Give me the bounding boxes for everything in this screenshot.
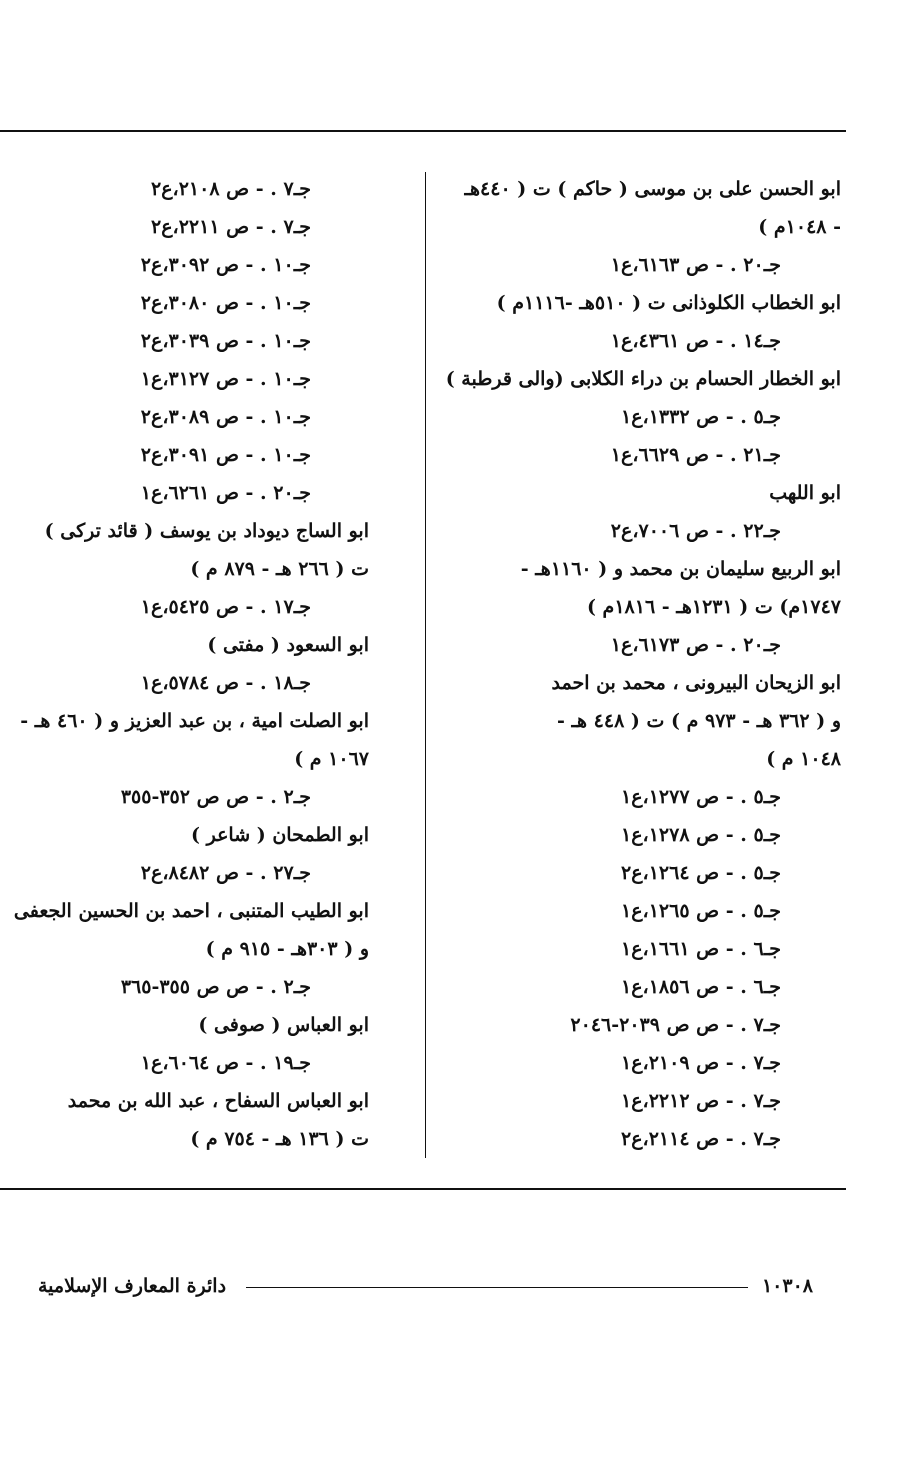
page-number: ١٠٣٠٨ [761,1275,813,1297]
volume-reference: جـ٧ . - ص ٢٢١٢،ع١ [621,1090,781,1112]
volume-reference: جـ١٩ . - ص ٦٠٦٤،ع١ [140,1052,311,1074]
entry-heading: ابو الحسن على بن موسى ( حاكم ) ت ( ٤٤٠هـ [464,178,841,200]
page-footer [0,1266,921,1306]
volume-reference: جـ٦ . - ص ١٦٦١،ع١ [621,938,781,960]
volume-reference: جـ٦ . - ص ١٨٥٦،ع١ [621,976,781,998]
entry-heading: ١٧٤٧م) ت ( ١٢٣١هـ - ١٨١٦م ) [586,596,841,618]
entry-heading: ابو الطيب المتنبى ، احمد بن الحسين الجعفى [13,900,369,922]
volume-reference: جـ٥ . - ص ١٣٣٢،ع١ [621,406,781,428]
volume-reference: جـ٧ . - ص ٢٢١١،ع٢ [151,216,311,238]
bottom-rule [0,1188,846,1190]
volume-reference: جـ٢ . - ص ص ٣٥٢-٣٥٥ [120,786,311,808]
entry-heading: ابو العباس ( صوفى ) [198,1014,369,1036]
volume-reference: جـ٧ . - ص ٢١٠٨،ع٢ [151,178,311,200]
entry-heading: ابو الطمحان ( شاعر ) [191,824,369,846]
volume-reference: جـ٢٢ . - ص ٧٠٠٦،ع٢ [610,520,781,542]
volume-reference: جـ٢١ . - ص ٦٦٢٩،ع١ [610,444,781,466]
entry-heading: - ١٠٤٨م ) [758,216,841,238]
volume-reference: جـ٥ . - ص ١٢٦٤،ع٢ [621,862,781,884]
volume-reference: جـ٢٠ . - ص ٦١٦٣،ع١ [610,254,781,276]
publication-title: دائرة المعارف الإسلامية [38,1275,227,1297]
top-rule [0,130,846,132]
volume-reference: جـ١٤ . - ص ٤٣٦١،ع١ [610,330,781,352]
entry-heading: ابو العباس السفاح ، عبد الله بن محمد [67,1090,369,1112]
volume-reference: جـ٥ . - ص ١٢٧٨،ع١ [621,824,781,846]
volume-reference: جـ١٠ . - ص ٣٠٩٢،ع٢ [140,254,311,276]
entry-heading: ابو اللهب [769,482,841,504]
volume-reference: جـ٥ . - ص ١٢٦٥،ع١ [621,900,781,922]
entry-heading: ابو الربيع سليمان بن محمد و ( ١١٦٠هـ - [520,558,841,580]
entry-heading: ابو الخطار الحسام بن دراء الكلابى (والى قرطبة ) [445,368,841,390]
entry-heading: و ( ٣٦٢ هـ - ٩٧٣ م ) ت ( ٤٤٨ هـ - [556,710,841,732]
column-divider [425,172,426,1158]
volume-reference: جـ١٧ . - ص ٥٤٢٥،ع١ [140,596,311,618]
volume-reference: جـ٢٠ . - ص ٦١٧٣،ع١ [610,634,781,656]
volume-reference: جـ١٠ . - ص ٣٠٣٩،ع٢ [140,330,311,352]
volume-reference: جـ١٠ . - ص ٣٠٨٩،ع٢ [140,406,311,428]
right-column [445,170,841,1158]
volume-reference: جـ٧ . - ص ٢١١٤،ع٢ [621,1128,781,1150]
volume-reference: جـ٥ . - ص ١٢٧٧،ع١ [621,786,781,808]
left-column [7,170,369,1158]
volume-reference: جـ١٠ . - ص ٣٠٨٠،ع٢ [140,292,311,314]
volume-reference: جـ٧ . - ص ٢١٠٩،ع١ [621,1052,781,1074]
volume-reference: جـ٢ . - ص ص ٣٥٥-٣٦٥ [120,976,311,998]
footer-divider [246,1287,748,1288]
entry-heading: ت ( ٢٦٦ هـ - ٨٧٩ م ) [190,558,369,580]
entry-heading: ابو السعود ( مفتى ) [207,634,369,656]
entry-heading: ت ( ١٣٦ هـ - ٧٥٤ م ) [190,1128,369,1150]
entry-heading: ابو الصلت امية ، بن عبد العزيز و ( ٤٦٠ هـ - [20,710,369,732]
volume-reference: جـ١٨ . - ص ٥٧٨٤،ع١ [140,672,311,694]
volume-reference: جـ٢٧ . - ص ٨٤٨٢،ع٢ [140,862,311,884]
entry-heading: ابو الخطاب الكلوذانى ت ( ٥١٠هـ -١١١٦م ) [496,292,841,314]
volume-reference: جـ٧ . - ص ص ٢٠٣٩-٢٠٤٦ [570,1014,781,1036]
volume-reference: جـ١٠ . - ص ٣٠٩١،ع٢ [140,444,311,466]
volume-reference: جـ٢٠ . - ص ٦٢٦١،ع١ [140,482,311,504]
entry-heading: ١٠٤٨ م ) [766,748,841,770]
entry-heading: و ( ٣٠٣هـ - ٩١٥ م ) [205,938,369,960]
volume-reference: جـ١٠ . - ص ٣١٢٧،ع١ [140,368,311,390]
entry-heading: ابو الساج ديوداد بن يوسف ( قائد تركى ) [44,520,369,542]
entry-heading: ١٠٦٧ م ) [294,748,369,770]
entry-heading: ابو الزيحان البيرونى ، محمد بن احمد [551,672,841,694]
